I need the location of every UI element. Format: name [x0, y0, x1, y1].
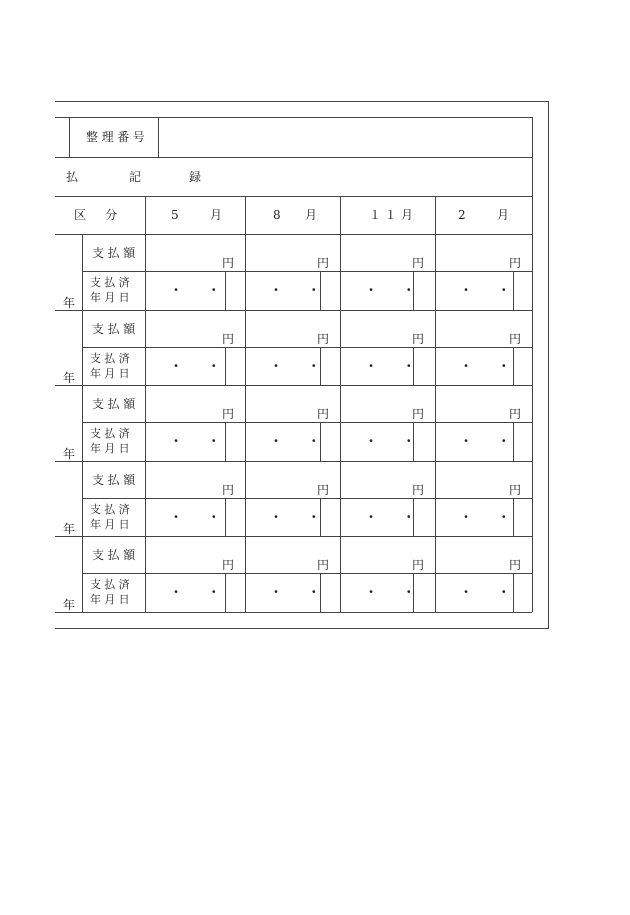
paid-label-line1: 支払済 [90, 427, 133, 441]
month-number: 2 [458, 208, 470, 222]
paid-label-line2: 年月日 [90, 442, 133, 456]
sub-row-line [82, 271, 532, 272]
yen-mark: 円 [317, 482, 333, 497]
yen-mark: 円 [509, 407, 525, 422]
date-dots: ・ ・ [365, 283, 426, 297]
yen-mark: 円 [509, 331, 525, 346]
date-dots: ・ ・ [270, 358, 331, 373]
year-label: 年 [63, 522, 79, 537]
category-header: 区 分 [74, 208, 121, 222]
reference-number-label: 整理番号 [86, 130, 149, 144]
year-label: 年 [63, 295, 79, 310]
section-title-char: 記 [129, 170, 145, 184]
paid-label-line2: 年月日 [90, 593, 133, 607]
month-number: １１ [369, 208, 401, 222]
sub-row-line [82, 573, 532, 574]
column-line [145, 196, 146, 612]
date-dots: ・ ・ [460, 585, 521, 600]
date-dots: ・ ・ [270, 509, 331, 524]
header-top-line [55, 117, 532, 118]
paid-label-line1: 支払済 [90, 276, 133, 289]
yen-mark: 円 [222, 256, 238, 270]
month-unit: 月 [497, 208, 513, 222]
date-dots: ・ ・ [365, 358, 426, 373]
header-bottom-line [55, 157, 532, 158]
month-number: 5 [171, 208, 183, 222]
amount-label: 支払額 [92, 246, 139, 260]
date-dots: ・ ・ [170, 585, 231, 600]
yen-mark: 円 [412, 256, 428, 270]
date-dots: ・ ・ [460, 358, 521, 373]
month-number: 8 [273, 208, 285, 222]
column-line [245, 196, 246, 612]
section-title-char: 録 [189, 170, 205, 184]
yen-mark: 円 [222, 558, 238, 573]
date-dots: ・ ・ [365, 585, 426, 600]
month-unit: 月 [305, 208, 321, 222]
date-dots: ・ ・ [270, 434, 331, 449]
yen-mark: 円 [412, 558, 428, 573]
paid-label-line1: 支払済 [90, 578, 133, 592]
month-unit: 月 [210, 208, 226, 222]
date-dots: ・ ・ [365, 509, 426, 524]
yen-mark: 円 [412, 331, 428, 346]
yen-mark: 円 [317, 256, 333, 270]
yen-mark: 円 [412, 407, 428, 422]
sub-row-line [82, 422, 532, 423]
yen-mark: 円 [412, 482, 428, 497]
date-dots: ・ ・ [170, 434, 231, 449]
header-left-line [69, 117, 70, 157]
amount-label: 支払額 [92, 321, 139, 336]
yen-mark: 円 [509, 256, 525, 270]
section-title-char: 払 [66, 170, 82, 184]
column-line [435, 196, 436, 612]
paid-label-line2: 年月日 [90, 517, 133, 531]
date-dots: ・ ・ [365, 434, 426, 449]
year-label: 年 [63, 598, 79, 612]
amount-label: 支払額 [92, 548, 139, 563]
amount-label: 支払額 [92, 397, 139, 412]
year-block-line [55, 536, 532, 537]
year-label: 年 [63, 446, 79, 461]
date-dots: ・ ・ [460, 434, 521, 449]
yen-mark: 円 [222, 482, 238, 497]
date-dots: ・ ・ [270, 585, 331, 600]
date-dots: ・ ・ [170, 283, 231, 297]
sub-row-line [82, 498, 532, 499]
yen-mark: 円 [317, 407, 333, 422]
date-dots: ・ ・ [270, 283, 331, 297]
yen-mark: 円 [222, 331, 238, 346]
yen-mark: 円 [509, 558, 525, 573]
yen-mark: 円 [317, 558, 333, 573]
date-dots: ・ ・ [170, 509, 231, 524]
year-label: 年 [63, 371, 79, 386]
table-right-line [532, 117, 533, 612]
amount-label: 支払額 [92, 472, 139, 487]
table-bottom-line [55, 612, 532, 613]
yen-mark: 円 [509, 482, 525, 497]
year-block-line [55, 461, 532, 462]
date-dots: ・ ・ [460, 509, 521, 524]
date-dots: ・ ・ [460, 283, 521, 297]
paid-label-line2: 年月日 [90, 291, 133, 304]
column-header-bottom-line [55, 234, 532, 235]
yen-mark: 円 [317, 331, 333, 346]
paid-label-line1: 支払済 [90, 351, 133, 365]
month-unit: 月 [401, 208, 417, 222]
sub-row-line [82, 347, 532, 348]
header-divider-line [158, 117, 159, 157]
year-block-line [55, 310, 532, 311]
year-block-line [55, 385, 532, 386]
date-dots: ・ ・ [170, 358, 231, 373]
column-line [340, 196, 341, 612]
paid-label-line1: 支払済 [90, 502, 133, 516]
paid-label-line2: 年月日 [90, 366, 133, 380]
title-bottom-line [55, 196, 532, 197]
yen-mark: 円 [222, 407, 238, 422]
